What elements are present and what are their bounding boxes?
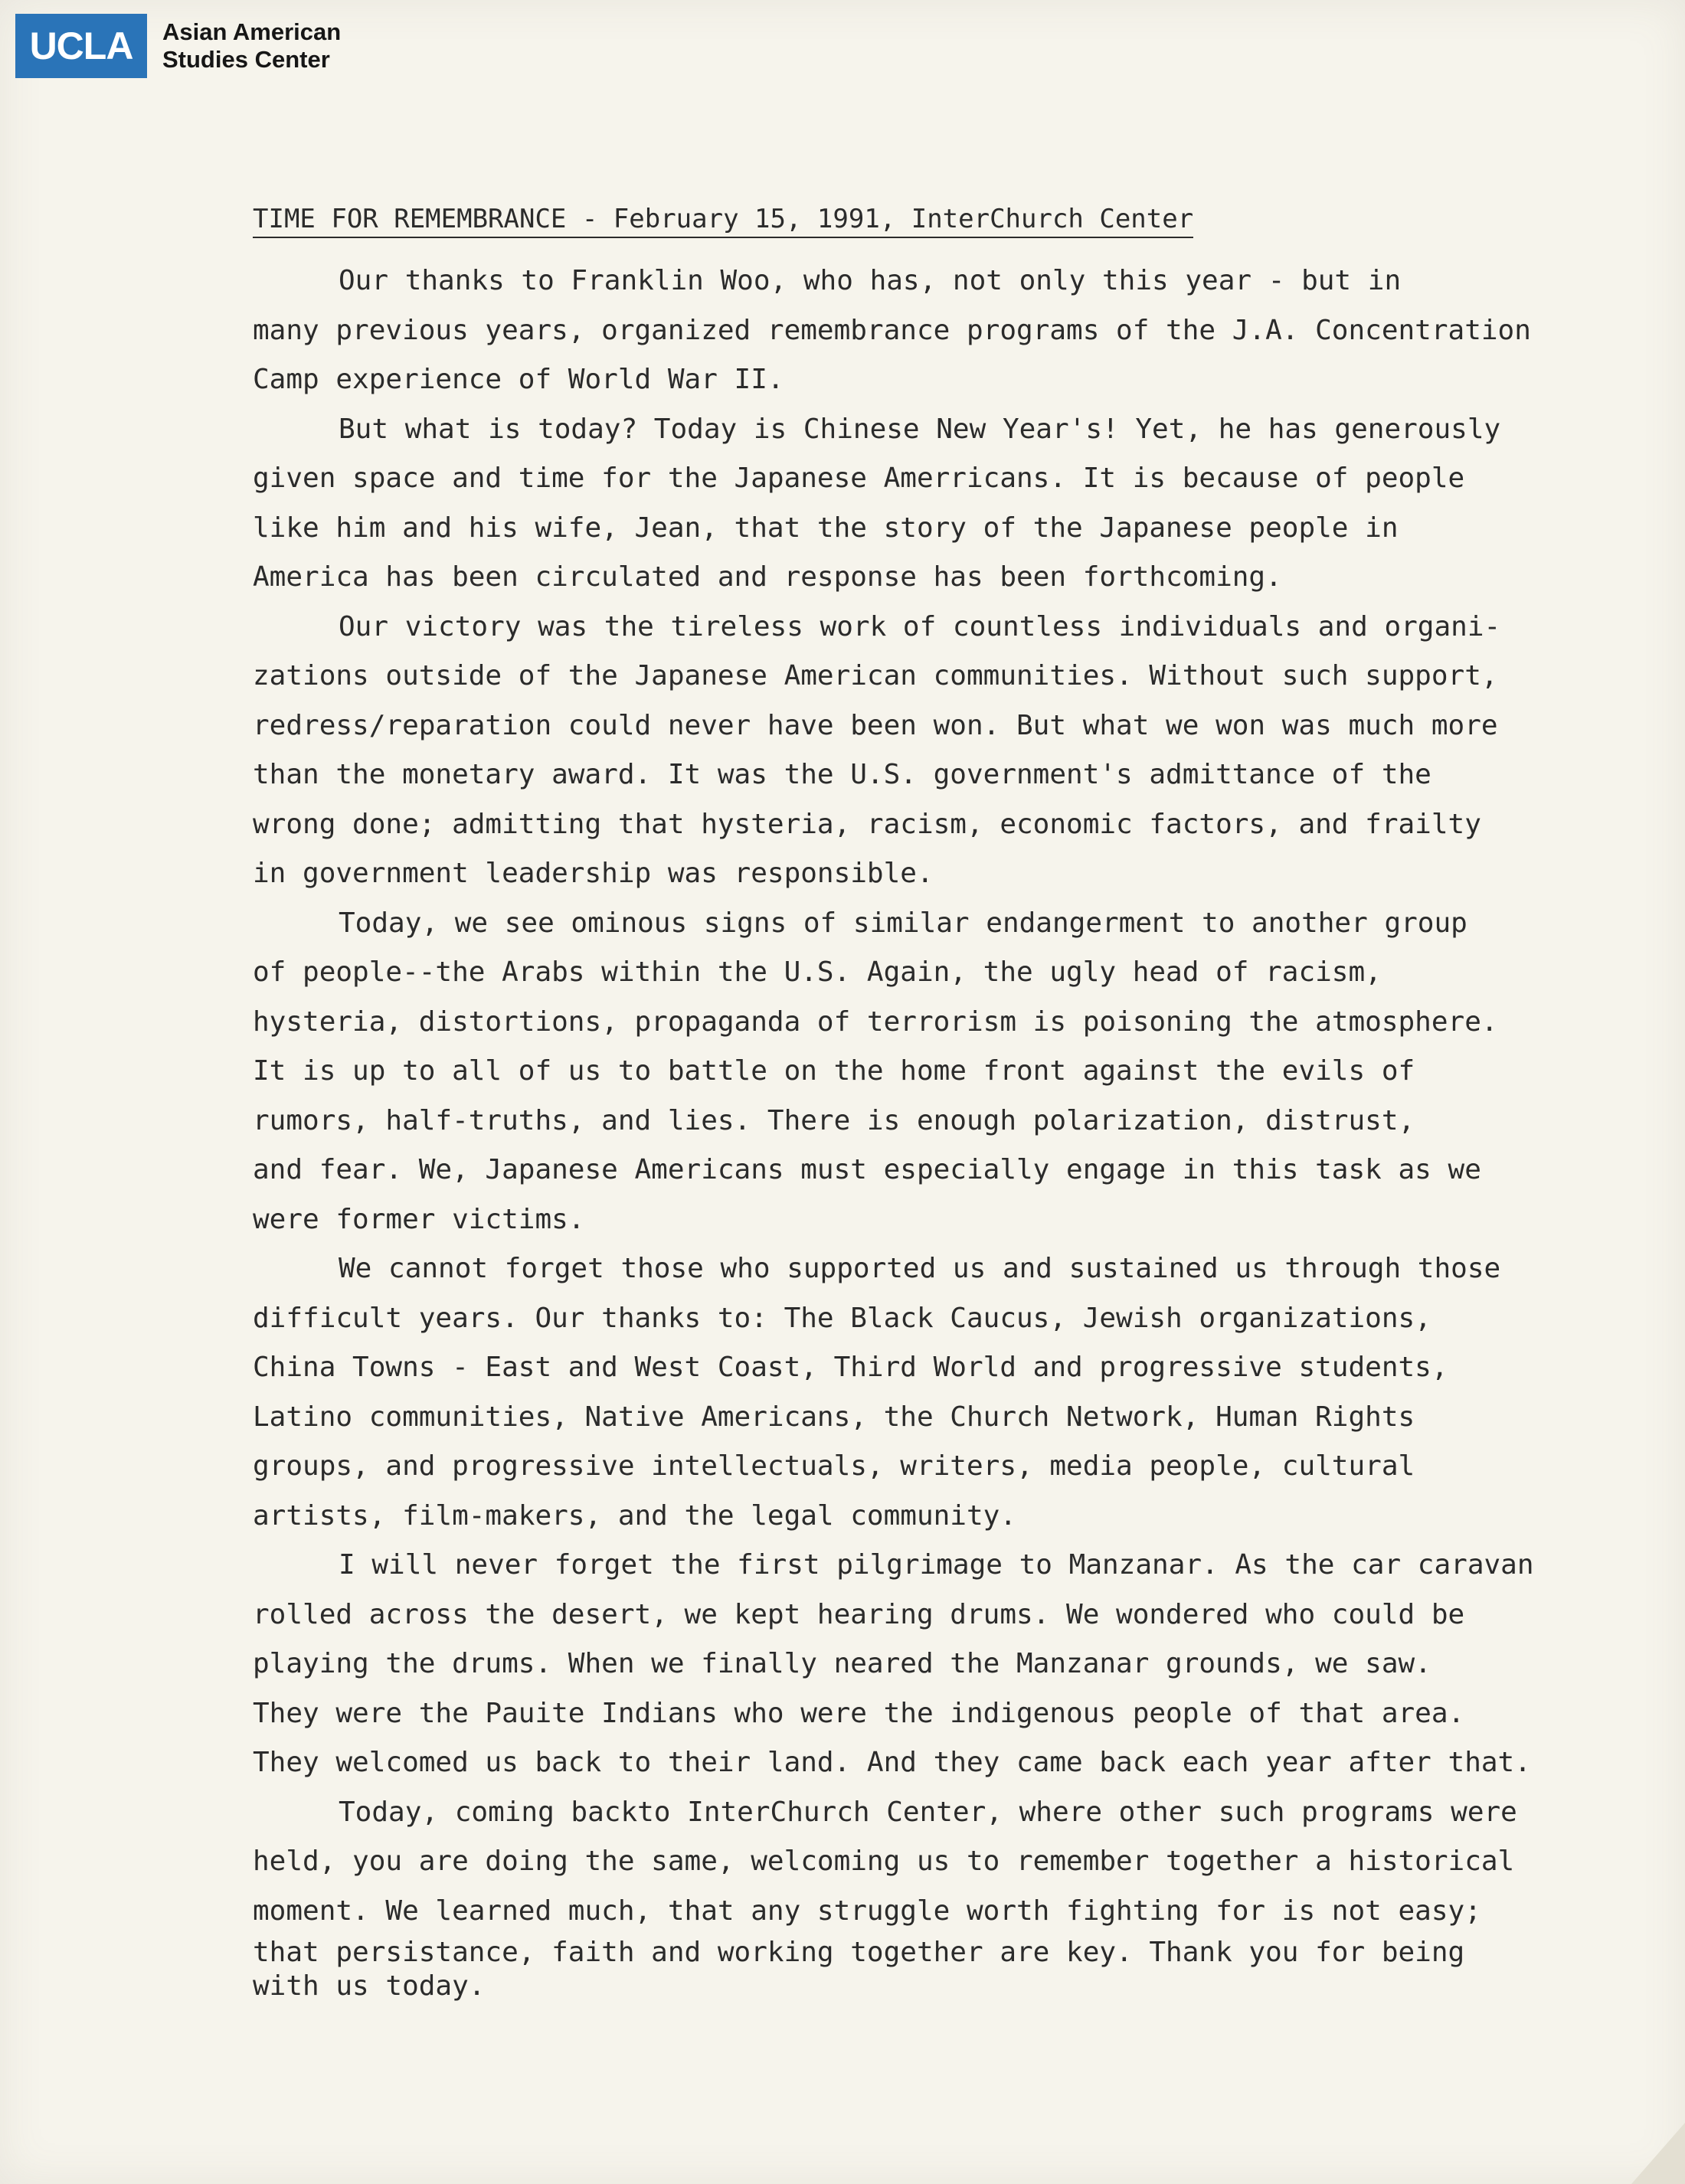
text-line: many previous years, organized remembrance programs of the J.A. Concentration — [253, 314, 1531, 346]
text-line: held, you are doing the same, welcoming us to remember together a historical — [253, 1846, 1515, 1877]
text-line: China Towns - East and West Coast, Third World and progressive students, — [253, 1352, 1448, 1383]
text-line: We cannot forget those who supported us and sustained us through those — [339, 1253, 1501, 1284]
text-line: Today, coming backto InterChurch Center, where other such programs were — [339, 1796, 1517, 1828]
text-line: like him and his wife, Jean, that the story of the Japanese people in — [253, 512, 1399, 544]
page-corner-curl — [1631, 2123, 1685, 2184]
text-line: Camp experience of World War II. — [253, 364, 784, 395]
paragraph-4 — [253, 899, 1555, 1245]
text-line: playing the drums. When we finally neared the Manzanar grounds, we saw. — [253, 1648, 1431, 1679]
text-line: in government leadership was responsible. — [253, 858, 934, 889]
text-line: groups, and progressive intellectuals, writers, media people, cultural — [253, 1450, 1415, 1482]
text-line: It is up to all of us to battle on the home front against the evils of — [253, 1055, 1415, 1087]
paragraph-2 — [253, 405, 1555, 603]
paragraph-7 — [253, 1788, 1555, 2004]
text-line: Today, we see ominous signs of similar endangerment to another group — [339, 907, 1467, 939]
center-name-line2: Studies Center — [162, 46, 330, 73]
center-name-line1: Asian American — [162, 18, 342, 45]
text-line: artists, film-makers, and the legal community. — [253, 1499, 1016, 1532]
text-line: than the monetary award. It was the U.S. government's admittance of the — [253, 759, 1431, 790]
text-line: of people--the Arabs within the U.S. Again, the ugly head of racism, — [253, 956, 1382, 988]
paragraph-6 — [253, 1541, 1555, 1788]
text-line: difficult years. Our thanks to: The Black Caucus, Jewish organizations, — [253, 1302, 1431, 1334]
document-title: TIME FOR REMEMBRANCE - February 15, 1991, InterChurch Center — [253, 203, 1193, 238]
center-name — [162, 18, 341, 74]
ucla-aasc-logo — [15, 14, 341, 78]
text-line: that persistance, faith and working together are key. Thank you for being — [253, 1937, 1465, 1968]
text-line: America has been circulated and response has been forthcoming. — [253, 561, 1282, 593]
text-line: rumors, half-truths, and lies. There is enough polarization, distrust, — [253, 1104, 1415, 1136]
text-line: Latino communities, Native Americans, the Church Network, Human Rights — [253, 1401, 1415, 1433]
paragraph-1 — [253, 257, 1555, 405]
text-line: I will never forget the first pilgrimage to Manzanar. As the car caravan — [339, 1549, 1534, 1581]
text-line: rolled across the desert, we kept hearing drums. We wondered who could be — [253, 1598, 1465, 1630]
paragraph-3 — [253, 603, 1555, 899]
text-line: They were the Pauite Indians who were the indigenous people of that area. — [253, 1697, 1465, 1729]
paragraph-5 — [253, 1244, 1555, 1541]
text-line: hysteria, distortions, propaganda of terrorism is poisoning the atmosphere. — [253, 1005, 1498, 1038]
text-line: Our thanks to Franklin Woo, who has, not only this year - but in — [339, 265, 1402, 296]
text-line: given space and time for the Japanese Amerricans. It is because of people — [253, 463, 1465, 494]
text-line: Our victory was the tireless work of countless individuals and organi- — [339, 610, 1501, 642]
text-line: and fear. We, Japanese Americans must especially engage in this task as we — [253, 1154, 1481, 1185]
text-line: wrong done; admitting that hysteria, racism, economic factors, and frailty — [253, 808, 1481, 840]
text-line: were former victims. — [253, 1203, 585, 1235]
ucla-logo-text: UCLA — [29, 25, 133, 67]
text-line: with us today. — [253, 1970, 486, 2002]
text-line: But what is today? Today is Chinese New Year's! Yet, he has generously — [339, 413, 1501, 445]
ucla-logo-box — [15, 14, 147, 78]
text-line: They welcomed us back to their land. And they came back each year after that. — [253, 1747, 1531, 1778]
text-line: redress/reparation could never have been won. But what we won was much more — [253, 709, 1498, 741]
document-body — [253, 203, 1555, 2003]
text-line: moment. We learned much, that any struggle worth fighting for is not easy; — [253, 1895, 1481, 1927]
text-line: zations outside of the Japanese American communities. Without such support, — [253, 660, 1498, 691]
